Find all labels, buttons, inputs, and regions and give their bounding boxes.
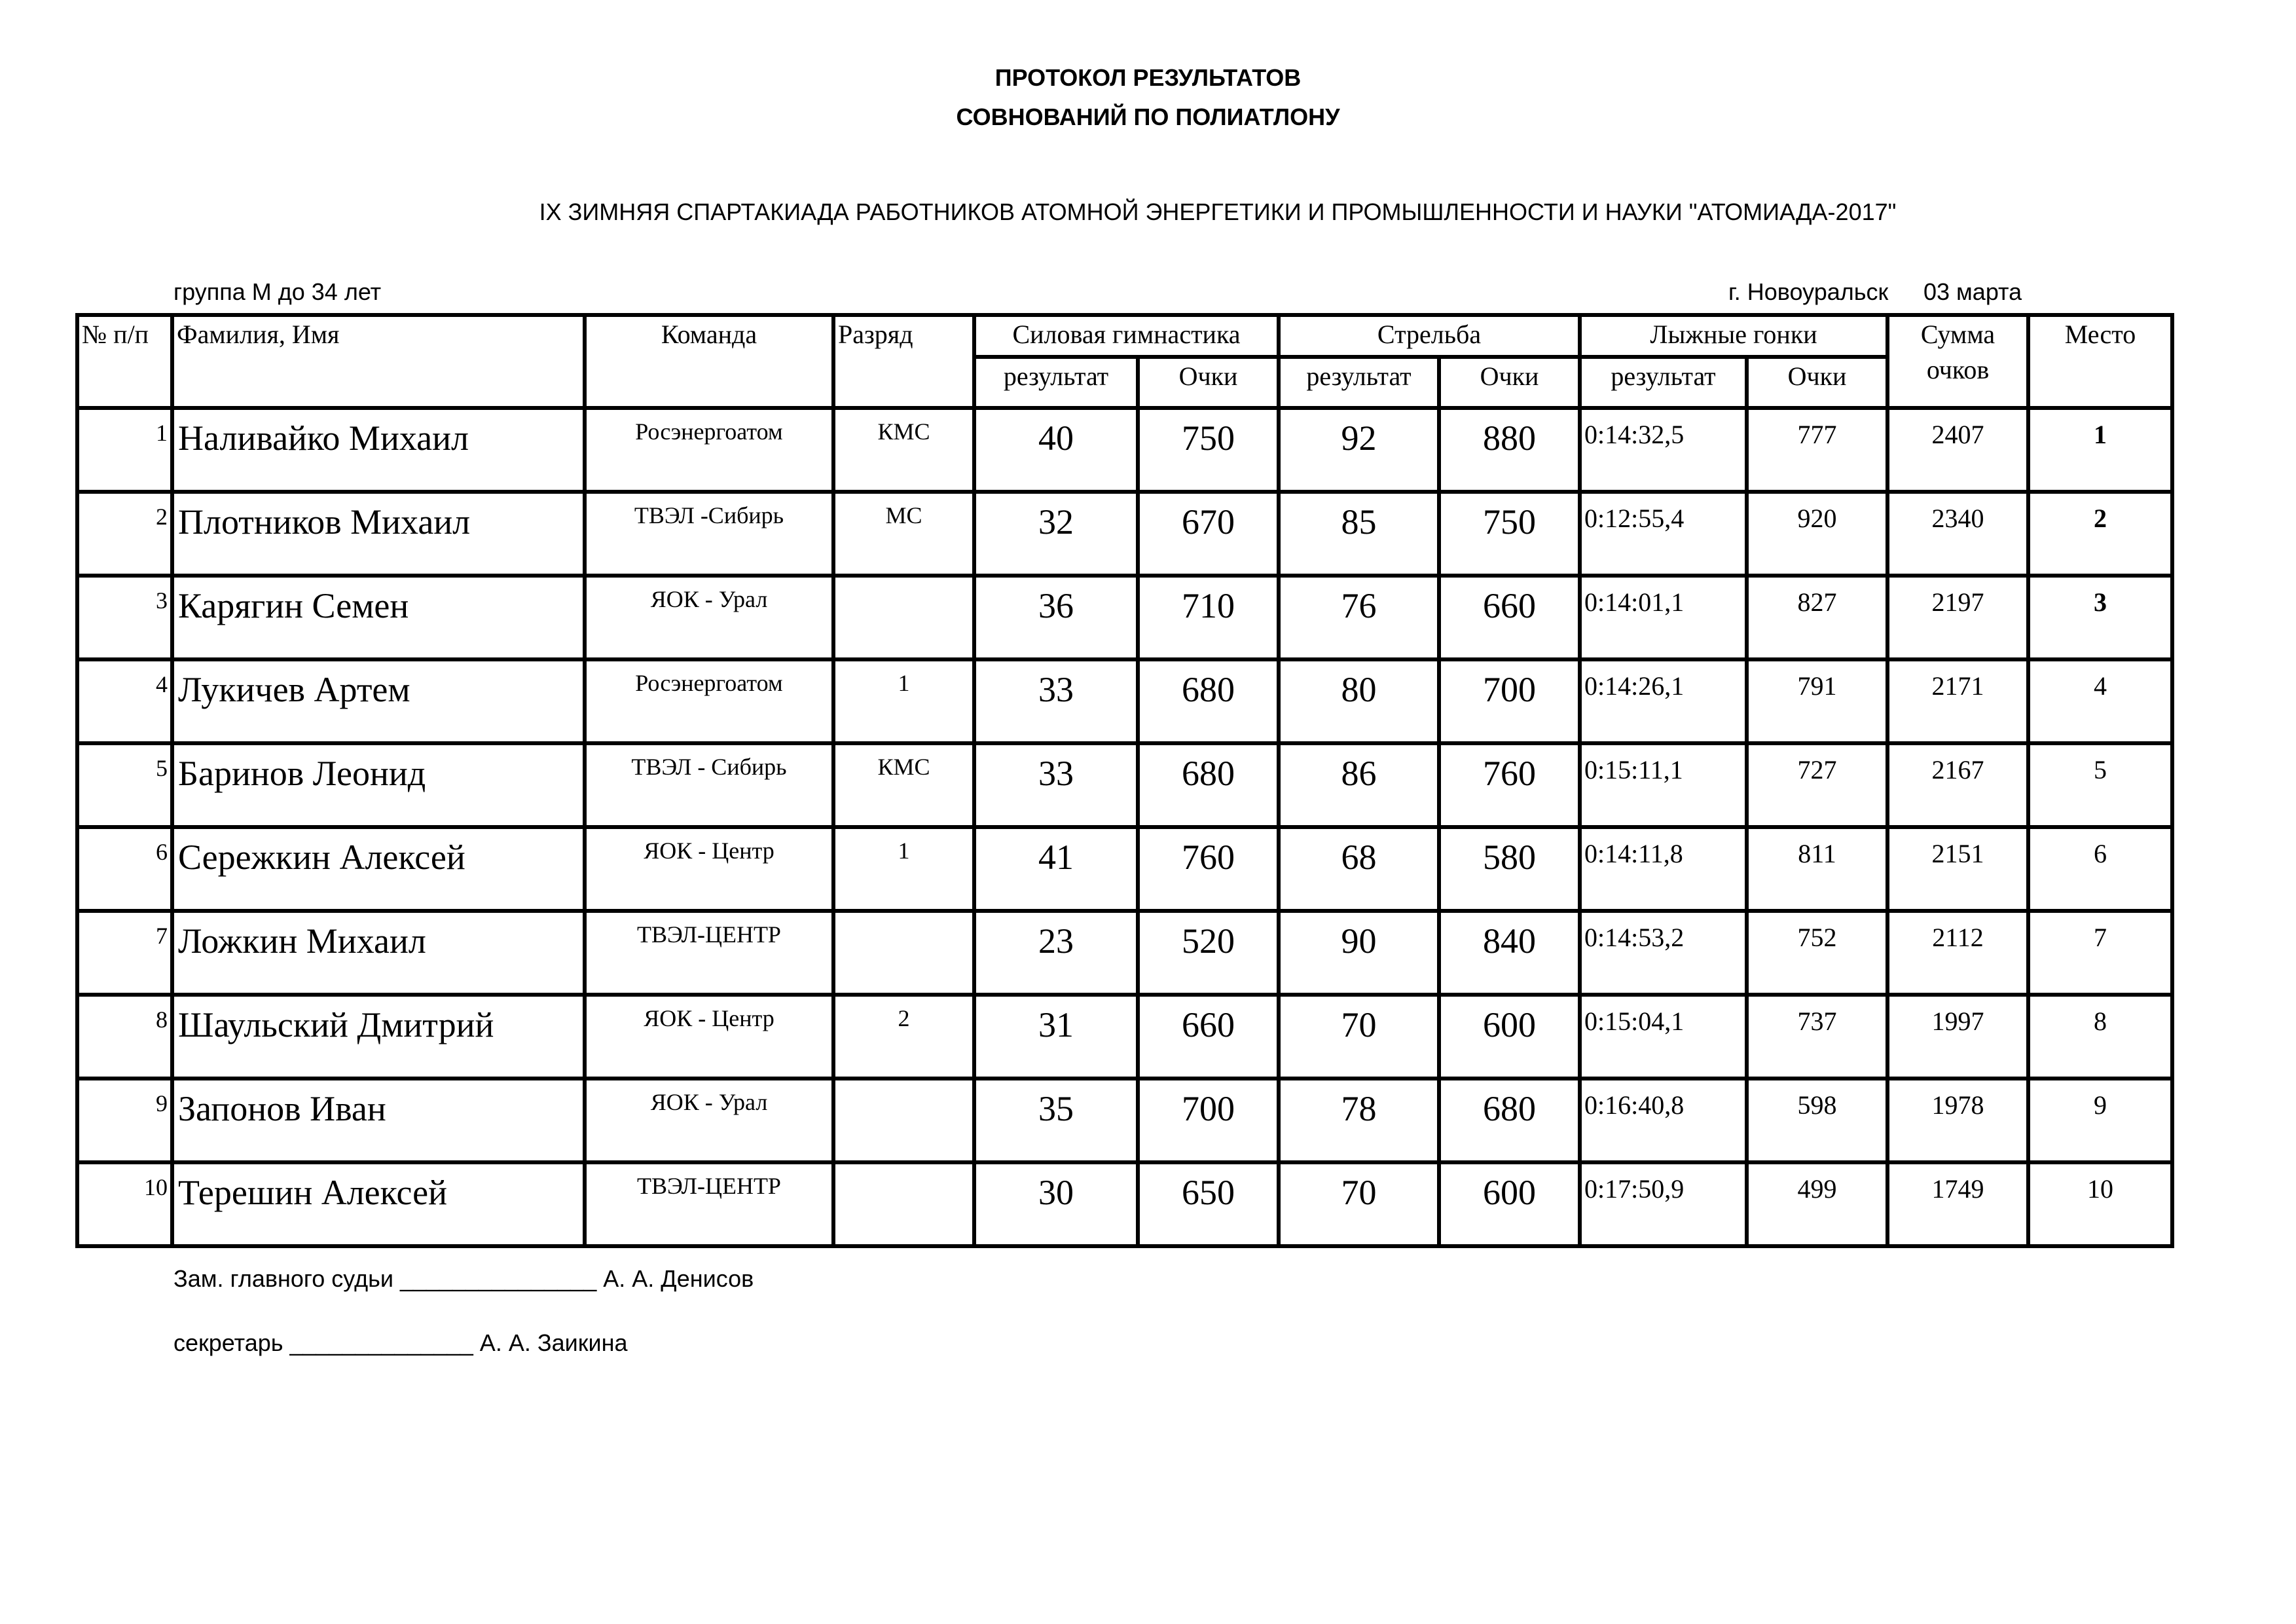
table-row [77,408,2172,492]
cell-shoot-points: 600 [1439,1162,1580,1246]
cell-shoot-result: 78 [1279,1079,1439,1162]
cell-num: 3 [77,576,172,659]
cell-shoot-result: 70 [1279,995,1439,1079]
cell-shoot-result: 70 [1279,1162,1439,1246]
document-title-line2: СОВНОВАНИЙ ПО ПОЛИАТЛОНУ [956,103,1340,130]
cell-team: ТВЭЛ - Сибирь [585,743,833,827]
table-row [77,827,2172,911]
header-shoot-points: Очки [1439,357,1580,408]
cell-shoot-result: 85 [1279,492,1439,576]
header-team: Команда [585,315,833,408]
cell-ski-result: 0:15:11,1 [1580,743,1747,827]
cell-gym-points: 760 [1138,827,1279,911]
cell-ski-result: 0:14:01,1 [1580,576,1747,659]
cell-gym-result: 33 [974,743,1138,827]
cell-team: Росэнергоатом [585,408,833,492]
cell-ski-result: 0:12:55,4 [1580,492,1747,576]
header-shoot-result: результат [1279,357,1439,408]
header-gym: Силовая гимнастика [974,315,1279,357]
cell-rank: КМС [833,743,974,827]
cell-ski-result: 0:16:40,8 [1580,1079,1747,1162]
cell-name: Плотников Михаил [172,492,585,576]
cell-num: 10 [77,1162,172,1246]
cell-gym-points: 680 [1138,659,1279,743]
cell-shoot-points: 600 [1439,995,1580,1079]
cell-ski-points: 791 [1747,659,1887,743]
results-table [75,313,2174,1248]
cell-sum: 2197 [1887,576,2028,659]
cell-team: ТВЭЛ -Сибирь [585,492,833,576]
cell-place: 10 [2028,1162,2172,1246]
cell-ski-points: 737 [1747,995,1887,1079]
cell-shoot-points: 840 [1439,911,1580,995]
secretary-signature: секретарь ______________ А. А. Заикина [173,1329,628,1356]
cell-ski-points: 827 [1747,576,1887,659]
cell-gym-result: 35 [974,1079,1138,1162]
cell-shoot-result: 86 [1279,743,1439,827]
cell-gym-points: 700 [1138,1079,1279,1162]
table-row [77,1079,2172,1162]
cell-name: Лукичев Артем [172,659,585,743]
table-body [77,408,2172,1246]
cell-gym-points: 680 [1138,743,1279,827]
cell-rank [833,1079,974,1162]
table-row [77,576,2172,659]
cell-rank [833,1162,974,1246]
header-gym-result: результат [974,357,1138,408]
table-row [77,492,2172,576]
table-row [77,995,2172,1079]
cell-gym-result: 31 [974,995,1138,1079]
cell-ski-result: 0:17:50,9 [1580,1162,1747,1246]
cell-gym-points: 710 [1138,576,1279,659]
header-rank: Разряд [833,315,974,408]
cell-gym-points: 520 [1138,911,1279,995]
cell-ski-points: 811 [1747,827,1887,911]
cell-num: 5 [77,743,172,827]
cell-ski-result: 0:15:04,1 [1580,995,1747,1079]
cell-num: 2 [77,492,172,576]
cell-gym-result: 32 [974,492,1138,576]
cell-sum: 2171 [1887,659,2028,743]
cell-ski-points: 920 [1747,492,1887,576]
cell-team: Росэнергоатом [585,659,833,743]
cell-place: 5 [2028,743,2172,827]
location-label: г. Новоуральск [1728,278,1889,305]
cell-gym-points: 660 [1138,995,1279,1079]
table-row [77,743,2172,827]
cell-gym-result: 23 [974,911,1138,995]
cell-sum: 2151 [1887,827,2028,911]
cell-name: Баринов Леонид [172,743,585,827]
cell-name: Шаульский Дмитрий [172,995,585,1079]
header-ski-points: Очки [1747,357,1887,408]
cell-shoot-result: 80 [1279,659,1439,743]
cell-rank [833,911,974,995]
cell-gym-points: 650 [1138,1162,1279,1246]
cell-sum: 1978 [1887,1079,2028,1162]
cell-gym-result: 30 [974,1162,1138,1246]
cell-rank: 1 [833,827,974,911]
header-sum-line2: очков [1926,355,1990,384]
cell-rank: 2 [833,995,974,1079]
cell-num: 1 [77,408,172,492]
header-place: Место [2028,315,2172,408]
date-label: 03 марта [1923,278,2022,305]
cell-shoot-points: 660 [1439,576,1580,659]
header-shooting: Стрельба [1279,315,1580,357]
cell-name: Ложкин Михаил [172,911,585,995]
cell-shoot-result: 76 [1279,576,1439,659]
header-ski-result: результат [1580,357,1747,408]
header-sum [1887,315,2028,408]
cell-name: Терешин Алексей [172,1162,585,1246]
cell-ski-points: 499 [1747,1162,1887,1246]
cell-team: ЯОК - Центр [585,827,833,911]
cell-shoot-points: 760 [1439,743,1580,827]
header-num: № п/п [77,315,172,408]
cell-ski-result: 0:14:53,2 [1580,911,1747,995]
cell-rank: МС [833,492,974,576]
table-header [77,315,2172,408]
cell-shoot-result: 92 [1279,408,1439,492]
cell-ski-result: 0:14:26,1 [1580,659,1747,743]
cell-rank: КМС [833,408,974,492]
cell-ski-points: 727 [1747,743,1887,827]
table-row [77,659,2172,743]
cell-sum: 2340 [1887,492,2028,576]
table-row [77,911,2172,995]
cell-place: 4 [2028,659,2172,743]
cell-shoot-points: 680 [1439,1079,1580,1162]
deputy-judge-signature: Зам. главного судьи _______________ А. А. Денисов [173,1265,754,1292]
cell-place: 2 [2028,492,2172,576]
cell-ski-points: 752 [1747,911,1887,995]
cell-ski-points: 598 [1747,1079,1887,1162]
header-ski: Лыжные гонки [1580,315,1887,357]
cell-shoot-points: 580 [1439,827,1580,911]
cell-name: Наливайко Михаил [172,408,585,492]
cell-gym-result: 40 [974,408,1138,492]
cell-gym-result: 41 [974,827,1138,911]
cell-sum: 1749 [1887,1162,2028,1246]
cell-num: 4 [77,659,172,743]
cell-place: 7 [2028,911,2172,995]
cell-ski-result: 0:14:11,8 [1580,827,1747,911]
cell-place: 6 [2028,827,2172,911]
header-sum-line1: Сумма [1920,320,1995,349]
cell-num: 8 [77,995,172,1079]
cell-ski-result: 0:14:32,5 [1580,408,1747,492]
cell-team: ЯОК - Урал [585,576,833,659]
cell-gym-result: 33 [974,659,1138,743]
cell-shoot-points: 880 [1439,408,1580,492]
cell-team: ТВЭЛ-ЦЕНТР [585,1162,833,1246]
cell-team: ТВЭЛ-ЦЕНТР [585,911,833,995]
cell-gym-result: 36 [974,576,1138,659]
cell-shoot-result: 68 [1279,827,1439,911]
cell-shoot-points: 700 [1439,659,1580,743]
group-label: группа М до 34 лет [173,278,382,305]
cell-rank [833,576,974,659]
cell-place: 9 [2028,1079,2172,1162]
cell-sum: 2112 [1887,911,2028,995]
cell-num: 6 [77,827,172,911]
cell-place: 3 [2028,576,2172,659]
cell-place: 1 [2028,408,2172,492]
cell-name: Карягин Семен [172,576,585,659]
header-name: Фамилия, Имя [172,315,585,408]
cell-team: ЯОК - Центр [585,995,833,1079]
cell-num: 7 [77,911,172,995]
cell-sum: 2167 [1887,743,2028,827]
cell-place: 8 [2028,995,2172,1079]
event-name: IX ЗИМНЯЯ СПАРТАКИАДА РАБОТНИКОВ АТОМНОЙ ЭНЕРГЕТИКИ И ПРОМЫШЛЕННОСТИ И НАУКИ "АТОМИАДА-2017" [539,198,1897,225]
cell-sum: 1997 [1887,995,2028,1079]
cell-sum: 2407 [1887,408,2028,492]
table-row [77,1162,2172,1246]
cell-team: ЯОК - Урал [585,1079,833,1162]
cell-num: 9 [77,1079,172,1162]
cell-ski-points: 777 [1747,408,1887,492]
cell-rank: 1 [833,659,974,743]
cell-shoot-result: 90 [1279,911,1439,995]
cell-name: Сережкин Алексей [172,827,585,911]
document-title-line1: ПРОТОКОЛ РЕЗУЛЬТАТОВ [994,64,1302,91]
header-gym-points: Очки [1138,357,1279,408]
cell-shoot-points: 750 [1439,492,1580,576]
cell-gym-points: 750 [1138,408,1279,492]
cell-name: Запонов Иван [172,1079,585,1162]
cell-gym-points: 670 [1138,492,1279,576]
